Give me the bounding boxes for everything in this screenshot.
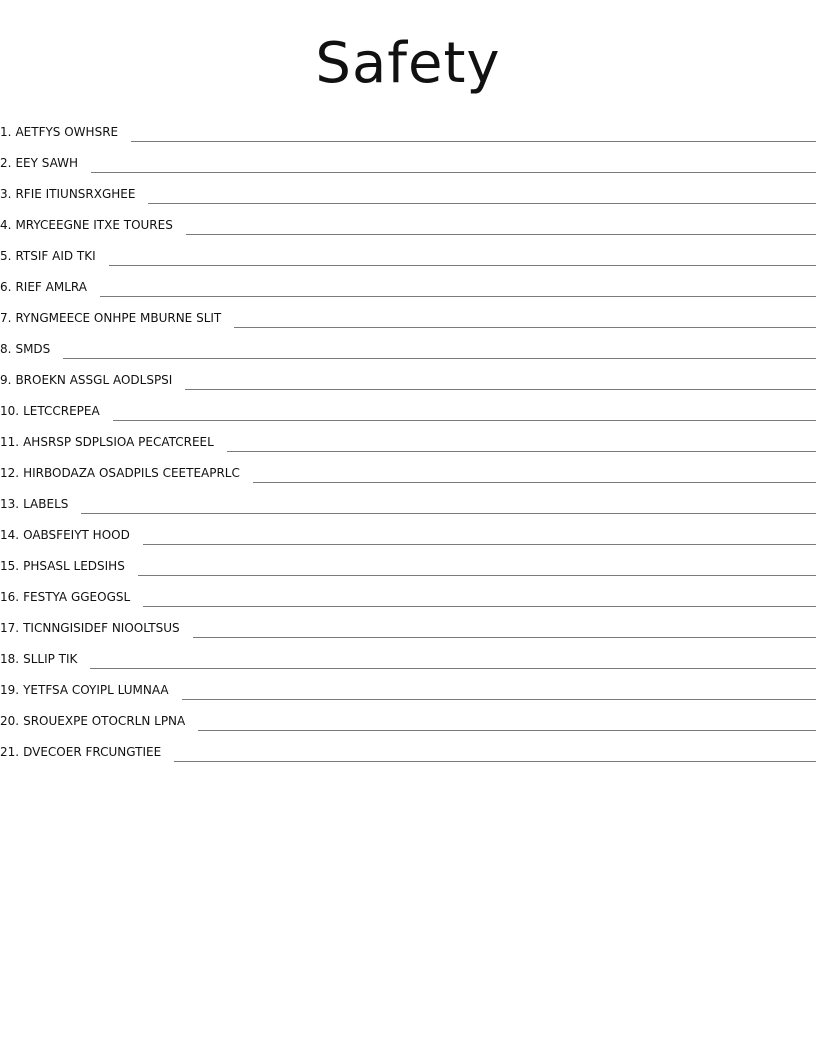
scrambled-word: LETCCREPEA — [23, 404, 100, 418]
answer-line[interactable] — [186, 233, 816, 235]
item-number: 2. — [0, 156, 12, 170]
scramble-item — [0, 110, 816, 141]
scramble-item — [0, 513, 816, 544]
answer-line[interactable] — [143, 605, 816, 607]
answer-line[interactable] — [198, 729, 816, 731]
scrambled-word: RTSIF AID TKI — [15, 249, 96, 263]
scrambled-word: HIRBODAZA OSADPILS CEETEAPRLC — [23, 466, 240, 480]
item-number: 21. — [0, 745, 20, 759]
scramble-item — [0, 637, 816, 668]
item-number: 8. — [0, 342, 12, 356]
scramble-item — [0, 296, 816, 327]
item-number: 4. — [0, 218, 12, 232]
scramble-item — [0, 172, 816, 203]
scrambled-word: RYNGMEECE ONHPE MBURNE SLIT — [15, 311, 222, 325]
scramble-item — [0, 482, 816, 513]
scrambled-word: PHSASL LEDSIHS — [23, 559, 125, 573]
item-number: 17. — [0, 621, 20, 635]
scrambled-word: LABELS — [23, 497, 69, 511]
scrambled-word: EEY SAWH — [15, 156, 79, 170]
answer-line[interactable] — [182, 698, 816, 700]
answer-line[interactable] — [193, 636, 816, 638]
answer-line[interactable] — [138, 574, 816, 576]
scramble-item — [0, 668, 816, 699]
item-number: 11. — [0, 435, 20, 449]
item-number: 9. — [0, 373, 12, 387]
answer-line[interactable] — [63, 357, 816, 359]
scrambled-word: OABSFEIYT HOOD — [23, 528, 130, 542]
answer-line[interactable] — [174, 760, 816, 762]
answer-line[interactable] — [148, 202, 816, 204]
scrambled-word: MRYCEEGNE ITXE TOURES — [15, 218, 173, 232]
scrambled-word: DVECOER FRCUNGTIEE — [23, 745, 162, 759]
scramble-item — [0, 265, 816, 296]
scrambled-word: TICNNGISIDEF NIOOLTSUS — [23, 621, 180, 635]
scramble-item — [0, 730, 816, 761]
answer-line[interactable] — [81, 512, 816, 514]
item-number: 20. — [0, 714, 20, 728]
scramble-item — [0, 606, 816, 637]
answer-line[interactable] — [234, 326, 816, 328]
item-number: 16. — [0, 590, 20, 604]
scrambled-word: YETFSA COYIPL LUMNAA — [23, 683, 169, 697]
scrambled-word: RFIE ITIUNSRXGHEE — [15, 187, 136, 201]
item-number: 15. — [0, 559, 20, 573]
scrambled-word: SROUEXPE OTOCRLN LPNA — [23, 714, 186, 728]
scramble-item — [0, 544, 816, 575]
item-number: 12. — [0, 466, 20, 480]
answer-line[interactable] — [113, 419, 816, 421]
answer-line[interactable] — [100, 295, 816, 297]
word-scramble-list — [0, 110, 816, 761]
answer-line[interactable] — [109, 264, 816, 266]
answer-line[interactable] — [253, 481, 816, 483]
scramble-item — [0, 575, 816, 606]
scramble-item — [0, 234, 816, 265]
scramble-item — [0, 327, 816, 358]
worksheet-title: Safety — [315, 31, 501, 96]
answer-line[interactable] — [131, 140, 816, 142]
scramble-item — [0, 451, 816, 482]
scramble-item — [0, 358, 816, 389]
scrambled-word: SLLIP TIK — [23, 652, 78, 666]
scramble-item — [0, 203, 816, 234]
item-number: 3. — [0, 187, 12, 201]
item-number: 5. — [0, 249, 12, 263]
answer-line[interactable] — [143, 543, 816, 545]
scrambled-word: AHSRSP SDPLSIOA PECATCREEL — [23, 435, 214, 449]
scramble-item — [0, 699, 816, 730]
answer-line[interactable] — [227, 450, 816, 452]
scramble-item — [0, 141, 816, 172]
answer-line[interactable] — [91, 171, 816, 173]
scrambled-word: SMDS — [15, 342, 51, 356]
scrambled-word: AETFYS OWHSRE — [15, 125, 119, 139]
answer-line[interactable] — [90, 667, 816, 669]
scrambled-word: BROEKN ASSGL AODLSPSI — [15, 373, 173, 387]
item-number: 1. — [0, 125, 12, 139]
item-number: 18. — [0, 652, 20, 666]
item-number: 13. — [0, 497, 20, 511]
item-number: 7. — [0, 311, 12, 325]
item-number: 19. — [0, 683, 20, 697]
scramble-item — [0, 420, 816, 451]
answer-line[interactable] — [185, 388, 816, 390]
item-number: 14. — [0, 528, 20, 542]
scrambled-word: FESTYA GGEOGSL — [23, 590, 131, 604]
scrambled-word: RIEF AMLRA — [15, 280, 87, 294]
item-number: 10. — [0, 404, 20, 418]
item-number: 6. — [0, 280, 12, 294]
scramble-item — [0, 389, 816, 420]
